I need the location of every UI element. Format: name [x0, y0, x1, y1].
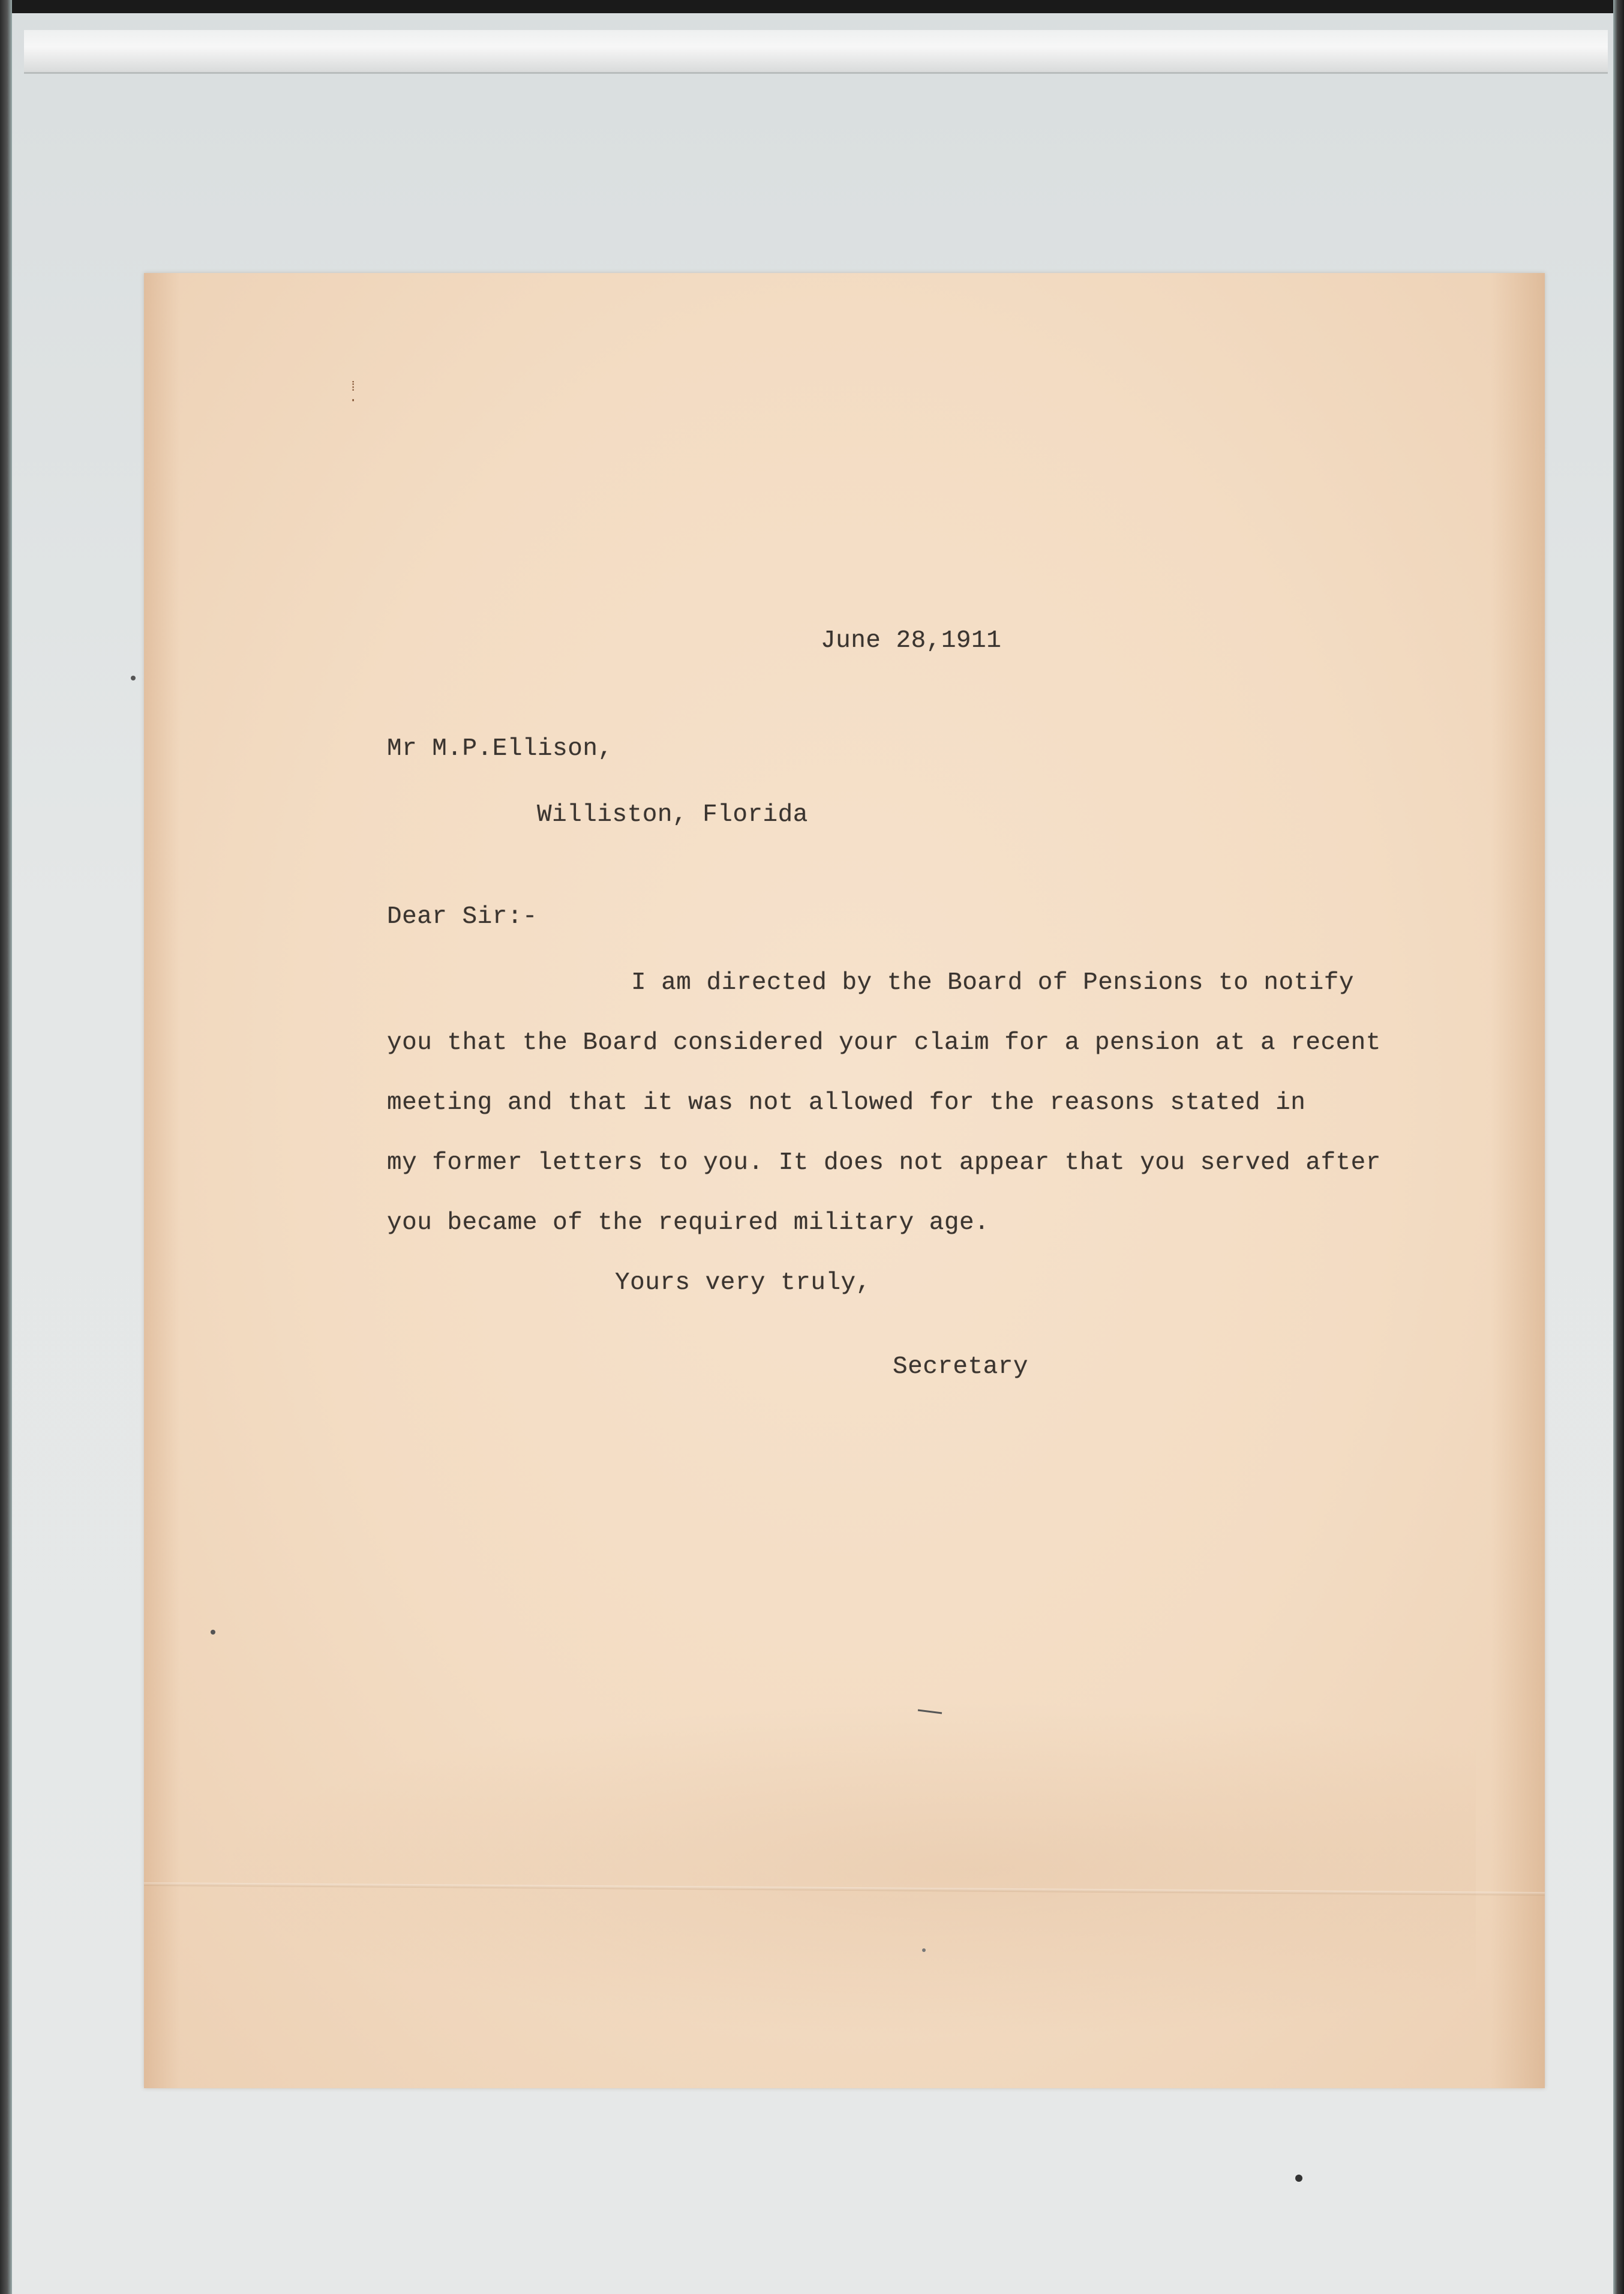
- body-line: meeting and that it was not allowed for the reasons stated in: [387, 1089, 1306, 1117]
- speck: [211, 1630, 215, 1635]
- staple-mark: ⁞ ·: [349, 380, 358, 408]
- body-line: I am directed by the Board of Pensions to notify: [631, 969, 1354, 997]
- speck: [922, 1948, 926, 1952]
- speck: [131, 676, 136, 680]
- closing: Yours very truly,: [615, 1269, 871, 1297]
- speck: [1295, 2175, 1302, 2182]
- signature-title: Secretary: [893, 1353, 1028, 1381]
- speck: [918, 1710, 942, 1713]
- recipient-name: Mr M.P.Ellison,: [387, 735, 613, 763]
- body-line: my former letters to you. It does not appear that you served after: [387, 1149, 1381, 1177]
- recipient-location: Williston, Florida: [537, 801, 808, 829]
- body-line: you became of the required military age.: [387, 1209, 990, 1237]
- salutation: Dear Sir:-: [387, 903, 538, 931]
- body-line: you that the Board considered your claim for a pension at a recent: [387, 1029, 1381, 1057]
- letter-date: June 28,1911: [821, 627, 1002, 655]
